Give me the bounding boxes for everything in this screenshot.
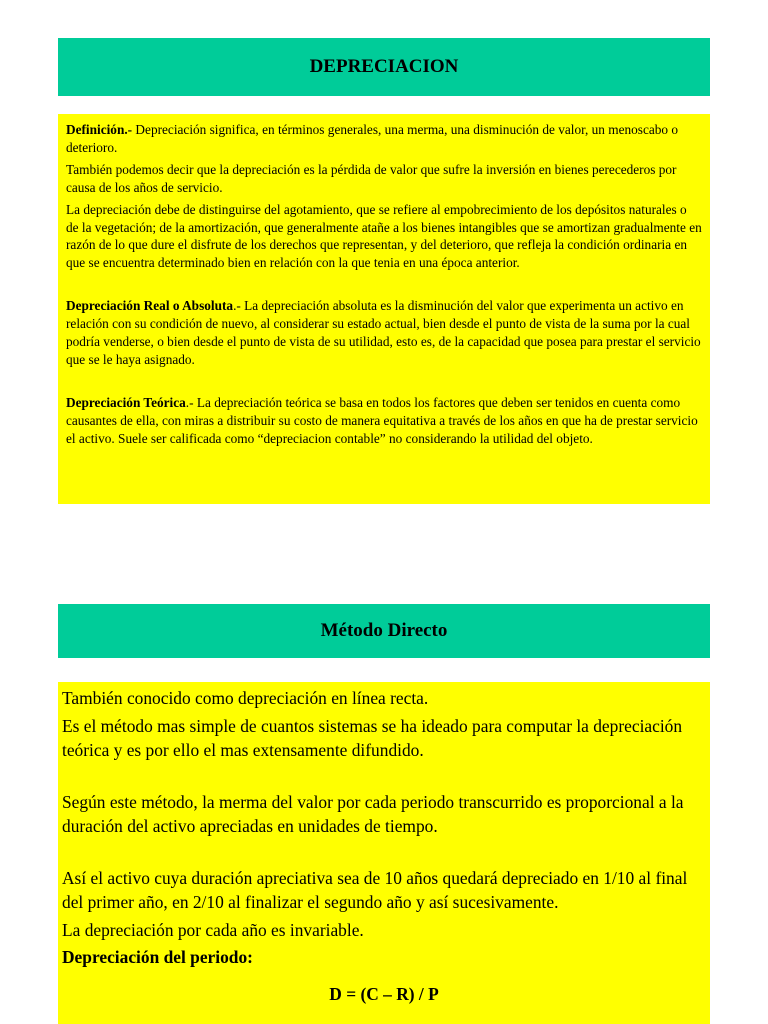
theoretical-depreciation-paragraph [66, 394, 702, 448]
loss-of-value-paragraph: También podemos decir que la depreciación es la pérdida de valor que sufre la inversión en bienes perecederos por causa de los años de servicio. [66, 161, 677, 195]
real-depreciation-term: Depreciación Real o Absoluta [66, 298, 234, 314]
depreciation-formula: D = (C – R) / P [329, 983, 439, 1004]
depreciacion-content-box [58, 114, 710, 504]
definition-term: Definición.- [66, 122, 133, 137]
formula-label-text: Depreciación del periodo: [62, 947, 253, 967]
theoretical-depreciation-term: Depreciación Teórica [66, 394, 186, 410]
metodo-directo-header [58, 604, 710, 658]
metodo-directo-title: Método Directo [320, 620, 448, 641]
depreciacion-title: DEPRECIACION [309, 56, 459, 77]
formula-label [62, 945, 706, 970]
definition-paragraph [66, 121, 702, 157]
metodo-directo-content-box [58, 682, 710, 1024]
invariable-line: La depreciación por cada año es invariable. [62, 919, 364, 940]
distinction-paragraph: La depreciación debe de distinguirse del agotamiento, que se refiere al empobrecimiento de los depósitos naturales o de la vegetación; de la amortización, que generalmente atañe a los bienes intangibles que se amortizan gradualmente en razón de lo que dure el disfrute de los derechos que representan, y del deterioro, que refleja la condición ordinaria en que se encuentra determinado bien en relación con la que tenia en una época anterior. [66, 201, 702, 271]
real-depreciation-paragraph [66, 297, 702, 369]
theoretical-depreciation-text: .- La depreciación teórica se basa en todos los factores que deben ser tenidos en cuenta como causantes de ella, con miras a distribuir su costo de manera equitativa a través de los años en que ha de prestar servicio el activo. Suele ser calificada como “depreciacion contable” no considerando la utilidad del objeto. [66, 394, 698, 446]
proportional-paragraph: Según este método, la merma del valor por cada periodo transcurrido es proporcional a la duración del activo apreciadas en unidades de tiempo. [62, 791, 684, 836]
definition-text: Depreciación significa, en términos generales, una merma, una disminución de valor, un menoscabo o deterioro. [66, 122, 679, 155]
example-paragraph: Así el activo cuya duración apreciativa sea de 10 años quedará depreciado en 1/10 al final del primer año, en 2/10 al finalizar el segundo año y así sucesivamente. [62, 867, 688, 912]
straight-line-line: También conocido como depreciación en línea recta. [62, 688, 429, 708]
simplest-method-paragraph: Es el método mas simple de cuantos sistemas se ha ideado para computar la depreciación teórica y es por ello el mas extensamente difundido. [62, 715, 683, 760]
real-depreciation-text: .- La depreciación absoluta es la disminución del valor que experimenta un activo en relación con su condición de nuevo, al considerar su estado actual, bien desde el punto de vista de la suma por la cual podría venderse, o bien desde el punto de vista de su utilidad, esto es, de la capacidad que posea para prestar el servicio que se le haya asignado. [66, 298, 701, 367]
depreciacion-header [58, 38, 710, 96]
